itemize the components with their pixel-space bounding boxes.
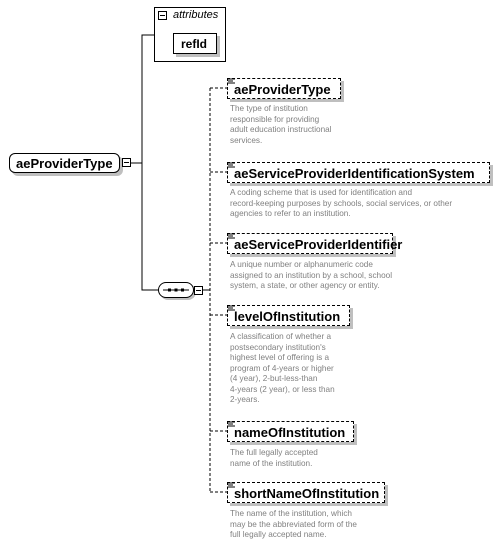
element-description: A coding scheme that is used for identification and record-keeping purposes by schools, social services, or other agencies to refer to an institution. <box>230 188 453 218</box>
element-label: shortNameOfInstitution <box>234 486 380 501</box>
element-description: A classification of whether a postsecondary institution's highest level of offering is a program of 4-years or higher (4 year), 2-but-less-than 4-years (2 year), or less than 2-years. <box>230 332 335 404</box>
element-ae-provider-type[interactable] <box>227 78 341 99</box>
collapse-attributes-icon[interactable] <box>158 11 167 20</box>
element-ae-service-provider-identification-system[interactable] <box>227 162 490 183</box>
element-ae-service-provider-identifier[interactable] <box>227 233 403 254</box>
element-description: A unique number or alphanumeric code assigned to an institution by a school, school system, a state, or other agency or entity. <box>230 260 393 290</box>
element-short-name-of-institution[interactable] <box>227 482 385 503</box>
element-description: The full legally accepted name of the institution. <box>230 448 318 468</box>
element-label: aeServiceProviderIdentifier <box>234 237 403 252</box>
element-description: The name of the institution, which may be the abbreviated form of the full legally accepted name. <box>230 509 357 539</box>
root-element-box[interactable] <box>9 153 120 173</box>
element-description: The type of institution responsible for providing adult education instructional services. <box>230 104 332 145</box>
sequence-compositor[interactable] <box>158 282 194 298</box>
element-label: aeProviderType <box>234 82 331 97</box>
element-name-of-institution[interactable] <box>227 421 354 442</box>
element-label: aeServiceProviderIdentificationSystem <box>234 166 475 181</box>
element-level-of-institution[interactable] <box>227 305 350 326</box>
root-element-label: aeProviderType <box>16 156 113 171</box>
attributes-group <box>154 7 226 62</box>
attributes-header: attributes <box>173 9 219 21</box>
sequence-icon <box>159 283 193 297</box>
attribute-refid-label: refId <box>181 37 208 51</box>
collapse-root-icon[interactable] <box>122 158 131 167</box>
attribute-refid[interactable] <box>173 33 217 54</box>
element-label: levelOfInstitution <box>234 309 341 324</box>
element-label: nameOfInstitution <box>234 425 346 440</box>
collapse-sequence-icon[interactable] <box>194 286 203 295</box>
